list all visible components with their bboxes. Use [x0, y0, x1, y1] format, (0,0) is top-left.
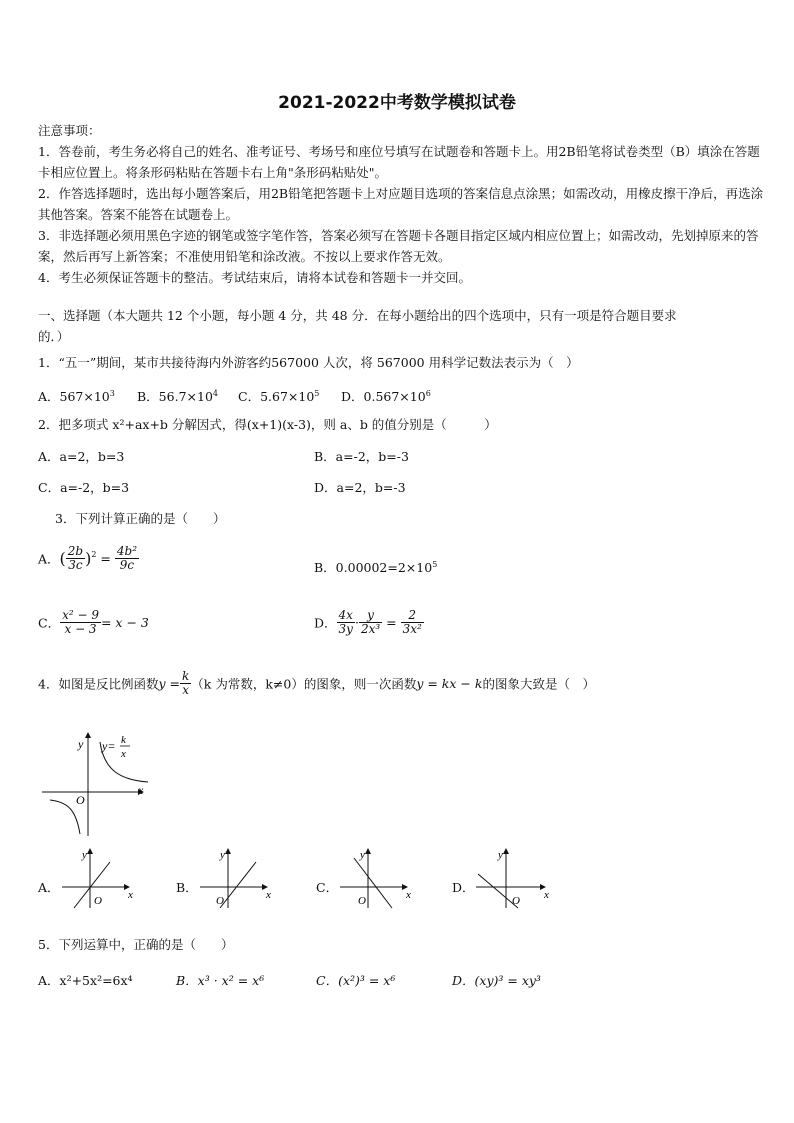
q4-stem: 4．如图是反比例函数y = $\frac{k}{x}$ （k 为常数，k≠0）的图象，则一次函数y = kx − k的图象大致是（ ） [38, 669, 595, 697]
line-graph [220, 862, 256, 908]
q4-option-b-label: B． [176, 880, 198, 895]
y-label: y [82, 849, 87, 861]
figure-y-arrow [85, 732, 91, 738]
notice-item-1: 1．答卷前，考生务必将自己的姓名、准考证号、考场号和座位号填写在试题卷和答题卡上。用2B铅笔将试卷类型（B）填涂在答题卡相应位置上。将条形码粘贴在答题卡右上角"条形码粘贴处"。 [38, 144, 760, 180]
q5-stem: 5．下列运算中，正确的是（ ） [38, 937, 234, 952]
q5-option-c: C．(x²)³ = x⁶ [316, 973, 396, 988]
y-label: y [498, 849, 503, 861]
x-label: x [266, 889, 271, 901]
origin-label: O [512, 895, 520, 907]
q3-stem: 3．下列计算正确的是（ ） [55, 511, 226, 526]
q2-option-d: D．a=2，b=-3 [314, 480, 406, 495]
q2-stem: 2．把多项式 x²+ax+b 分解因式，得(x+1)(x-3)，则 a、b 的值分别是（ ） [38, 417, 497, 432]
y-label: y [360, 849, 365, 861]
q2-option-b: B．a=-2，b=-3 [314, 449, 409, 464]
q5-option-d: D．(xy)³ = xy³ [452, 973, 541, 988]
section-heading-line1: 一、选择题（本大题共 12 个小题，每小题 4 分，共 48 分．在每小题给出的四个选项中，只有一项是符合题目要求 [38, 308, 677, 323]
q1-option-c: C．$5.67\times 10^5$ [238, 389, 320, 405]
x-label: x [544, 889, 549, 901]
q1-option-a: A．$567\times 10^3$ [38, 389, 115, 405]
section-heading-line2: 的．） [38, 329, 70, 344]
figure-func-den: x [121, 748, 126, 760]
notice-item-3: 3．非选择题必须用黑色字迹的钢笔或签字笔作答，答案必须写在答题卡各题目指定区域内相应位置上；如需改动，先划掉原来的答案，然后再写上新答案；不准使用铅笔和涂改液。不按以上要求作答无效。 [38, 228, 759, 264]
axis-y-arrow [87, 848, 93, 854]
q3-option-c: C． $\frac{\text{x² − 9}}{x - 3}$ = x − 3 [38, 608, 149, 636]
line-graph [74, 862, 110, 908]
x-label: x [128, 889, 133, 901]
notice-item-2: 2．作答选择题时，选出每小题答案后，用2B铅笔把答题卡上对应题目选项的答案信息点涂黑；如需改动，用橡皮擦干净后，再选涂其他答案。答案不能答在试题卷上。 [38, 186, 764, 222]
notice-heading: 注意事项： [38, 123, 101, 138]
origin-label: O [94, 895, 102, 907]
origin-label: O [216, 895, 224, 907]
q5-option-b: B．x³ · x² = x⁶ [176, 973, 265, 988]
figure-func-label: y= [102, 739, 116, 753]
q4-option-b-graph [198, 848, 276, 910]
q4-option-a-label: A． [38, 880, 60, 895]
q4-option-d-label: D． [452, 880, 475, 895]
axis-y-arrow [225, 848, 231, 854]
figure-func-num: k [121, 734, 126, 746]
x-label: x [406, 889, 411, 901]
origin-label: O [358, 895, 366, 907]
q2-option-c: C．a=-2，b=3 [38, 480, 130, 495]
q4-option-d-graph [474, 848, 554, 910]
q3-option-d: D． $\frac{4x}{3y}$ · $\frac{y}{\text{2x³}}$ = $\frac{2}{\text{3x²}}$ [314, 608, 422, 636]
q4-option-c-label: C． [316, 880, 339, 895]
q4-option-a-graph [60, 848, 138, 910]
figure-x-label: x [138, 783, 144, 797]
q3-option-b: B．$0.00002=2\times 10^5$ [314, 560, 438, 576]
axis-y-arrow [503, 848, 509, 854]
q1-option-b: B．$56.7\times 10^4$ [137, 389, 218, 405]
figure-y-label: y [78, 737, 84, 751]
q4-option-c-graph [338, 848, 416, 910]
page-title: 2021-2022中考数学模拟试卷 [278, 93, 516, 113]
axis-y-arrow [365, 848, 371, 854]
q5-option-a: A．x²+5x²=6x⁴ [38, 973, 133, 988]
q3-option-a: A．( $\frac{2b}{3c}$ )$^2$ = $\frac{\text{4b²}}{9c}$ [38, 544, 138, 572]
q4-hyperbola-figure [40, 730, 155, 838]
y-label: y [220, 849, 225, 861]
q1-stem: 1．“五一”期间，某市共接待海内外游客约567000 人次，将 567000 用科学记数法表示为（ ） [38, 355, 579, 370]
notice-section [38, 120, 768, 288]
q2-option-a: A．a=2，b=3 [38, 449, 125, 464]
q1-option-d: D．$0.567\times 10^6$ [341, 389, 431, 405]
notice-item-4: 4．考生必须保证答题卡的整洁。考试结束后，请将本试卷和答题卡一并交回。 [38, 270, 471, 285]
figure-origin-label: O [76, 793, 85, 807]
